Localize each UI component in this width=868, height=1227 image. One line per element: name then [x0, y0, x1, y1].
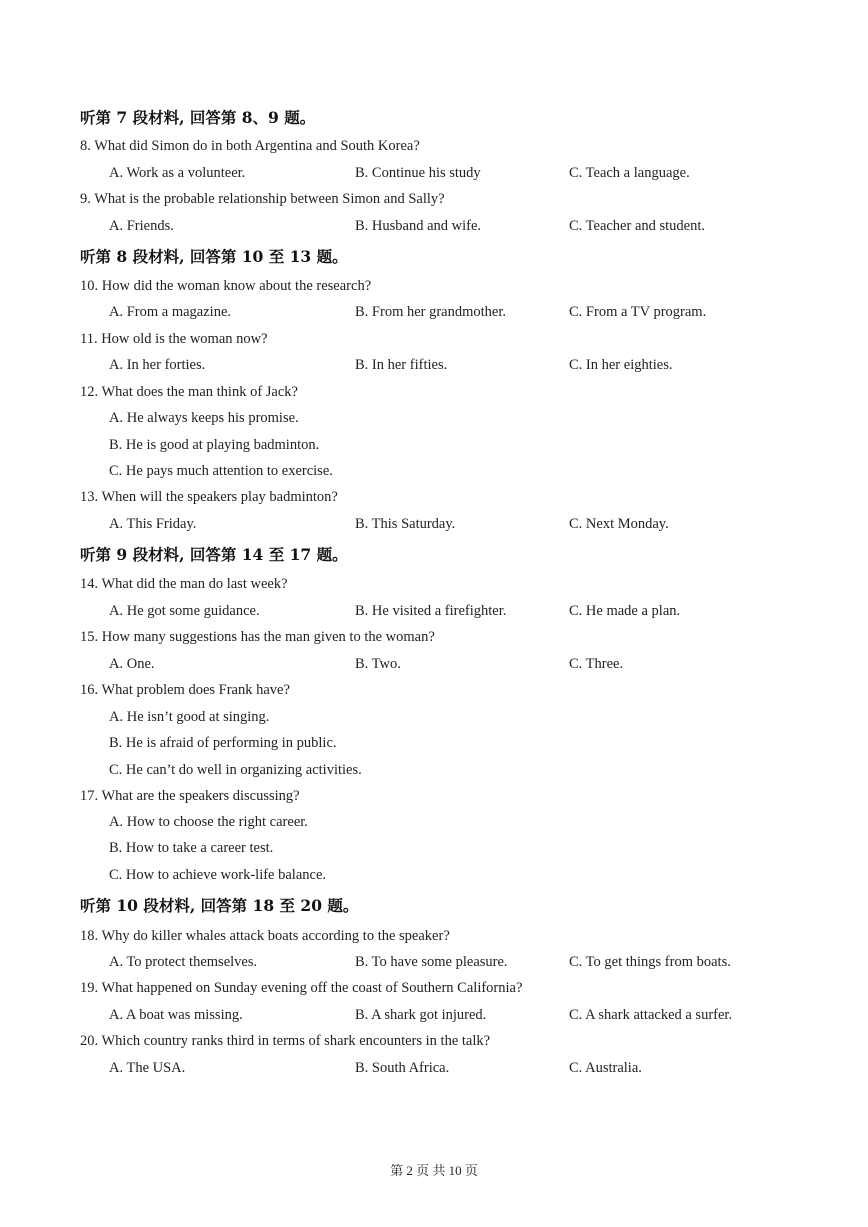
option-9-b: B. Husband and wife.: [355, 218, 482, 234]
question-16: 16. What problem does Frank have?: [80, 682, 290, 698]
option-18-c: C. To get things from boats.: [569, 954, 731, 970]
option-16-b: B. He is afraid of performing in public.: [109, 735, 337, 751]
option-14-c: C. He made a plan.: [569, 603, 681, 619]
question-19: 19. What happened on Sunday evening off the coast of Southern California?: [80, 980, 523, 996]
option-16-a: A. He isn’t good at singing.: [109, 709, 270, 725]
option-16-c: C. He can’t do well in organizing activities.: [109, 762, 362, 778]
option-8-a: A. Work as a volunteer.: [109, 165, 246, 181]
option-13-c: C. Next Monday.: [569, 516, 669, 532]
option-19-b: B. A shark got injured.: [355, 1007, 487, 1023]
option-14-b: B. He visited a firefighter.: [355, 603, 507, 619]
option-17-a: A. How to choose the right career.: [109, 814, 308, 830]
section-heading: 听第 8 段材料, 回答第 10 至 13 题。: [80, 247, 348, 266]
option-20-a: A. The USA.: [109, 1060, 186, 1076]
option-19-a: A. A boat was missing.: [109, 1007, 243, 1023]
option-8-b: B. Continue his study: [355, 165, 481, 181]
option-11-a: A. In her forties.: [109, 357, 206, 373]
question-11: 11. How old is the woman now?: [80, 331, 268, 347]
option-20-b: B. South Africa.: [355, 1060, 450, 1076]
section-heading: 听第 9 段材料, 回答第 14 至 17 题。: [80, 545, 348, 564]
option-15-b: B. Two.: [355, 656, 401, 672]
option-12-c: C. He pays much attention to exercise.: [109, 463, 333, 479]
option-19-c: C. A shark attacked a surfer.: [569, 1007, 733, 1023]
question-12: 12. What does the man think of Jack?: [80, 384, 298, 400]
option-15-a: A. One.: [109, 656, 155, 672]
option-17-c: C. How to achieve work-life balance.: [109, 867, 327, 883]
option-12-b: B. He is good at playing badminton.: [109, 437, 320, 453]
question-17: 17. What are the speakers discussing?: [80, 788, 300, 804]
question-10: 10. How did the woman know about the research?: [80, 278, 372, 294]
option-17-b: B. How to take a career test.: [109, 840, 274, 856]
option-14-a: A. He got some guidance.: [109, 603, 260, 619]
question-14: 14. What did the man do last week?: [80, 576, 288, 592]
option-11-b: B. In her fifties.: [355, 357, 448, 373]
option-15-c: C. Three.: [569, 656, 624, 672]
option-9-c: C. Teacher and student.: [569, 218, 706, 234]
question-15: 15. How many suggestions has the man given to the woman?: [80, 629, 435, 645]
section-heading: 听第 10 段材料, 回答第 18 至 20 题。: [80, 896, 359, 915]
question-8: 8. What did Simon do in both Argentina and South Korea?: [80, 138, 420, 154]
option-10-c: C. From a TV program.: [569, 304, 707, 320]
option-11-c: C. In her eighties.: [569, 357, 673, 373]
option-12-a: A. He always keeps his promise.: [109, 410, 299, 426]
option-20-c: C. Australia.: [569, 1060, 642, 1076]
question-18: 18. Why do killer whales attack boats according to the speaker?: [80, 928, 450, 944]
option-10-a: A. From a magazine.: [109, 304, 232, 320]
question-9: 9. What is the probable relationship between Simon and Sally?: [80, 191, 445, 207]
option-18-a: A. To protect themselves.: [109, 954, 258, 970]
option-10-b: B. From her grandmother.: [355, 304, 507, 320]
question-13: 13. When will the speakers play badminton?: [80, 489, 338, 505]
option-9-a: A. Friends.: [109, 218, 174, 234]
option-8-c: C. Teach a language.: [569, 165, 690, 181]
option-13-b: B. This Saturday.: [355, 516, 456, 532]
question-20: 20. Which country ranks third in terms of shark encounters in the talk?: [80, 1033, 491, 1049]
page-footer: 第 2 页 共 10 页: [390, 1163, 478, 1178]
option-13-a: A. This Friday.: [109, 516, 197, 532]
section-heading: 听第 7 段材料, 回答第 8、9 题。: [80, 108, 316, 127]
option-18-b: B. To have some pleasure.: [355, 954, 508, 970]
